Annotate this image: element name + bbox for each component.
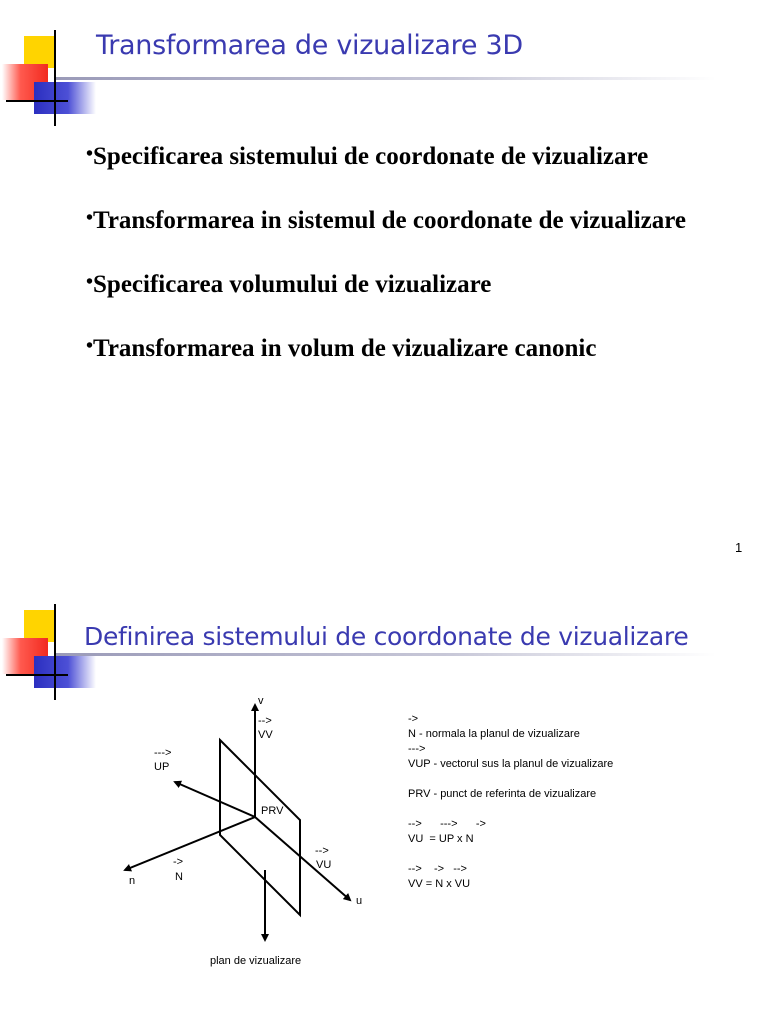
u-axis-label: u (356, 895, 363, 907)
bullet-marker: • (86, 207, 94, 229)
vu-label: VU (316, 859, 332, 871)
logo-blue-square (34, 82, 96, 114)
bullet-item (86, 268, 726, 301)
n-axis-arrow (125, 817, 255, 870)
bullet-text: Transformarea in sistemul de coordonate de vizualizare (93, 207, 686, 234)
n-vector-label: N (175, 871, 183, 883)
legend-line: --> -> --> (408, 863, 467, 875)
prv-label: PRV (261, 805, 284, 817)
legend-line: VU = UP x N (408, 833, 474, 845)
title-underline (56, 77, 716, 80)
legend-line: ---> (408, 743, 426, 755)
up-arrow-label: ---> (154, 747, 172, 759)
bullet-item (86, 140, 726, 173)
bullet-marker: • (86, 271, 94, 293)
v-axis-label: v (258, 695, 264, 707)
bullet-text: Specificarea volumului de vizualizare (93, 271, 492, 298)
title-underline (56, 653, 716, 656)
bullet-item (86, 332, 726, 365)
slide-2 (0, 575, 768, 1024)
page-number: 1 (735, 540, 743, 555)
bullet-text: Specificarea sistemului de coordonate de vizualizare (93, 143, 649, 170)
n-axis-label: n (129, 875, 136, 887)
view-plane (220, 740, 300, 915)
n-vector-arrow-label: -> (173, 856, 184, 868)
slide-title: Transformarea de vizualizare 3D (96, 30, 523, 61)
bullet-marker: • (86, 143, 94, 165)
slide-logo-decoration (0, 36, 96, 126)
bullet-list (86, 140, 726, 396)
legend-line: -> (408, 713, 419, 725)
vu-arrow-label: --> (315, 845, 329, 857)
bullet-item (86, 204, 726, 237)
legend-line: PRV - punct de referinta de vizualizare (408, 788, 597, 800)
viewing-coordinate-diagram (110, 690, 370, 970)
up-label: UP (154, 761, 170, 773)
logo-horizontal-line (6, 674, 68, 676)
bullet-marker: • (86, 335, 94, 357)
legend-line: VV = N x VU (408, 878, 471, 890)
u-axis-arrow (255, 817, 350, 900)
bullet-text: Transformarea in volum de vizualizare canonic (93, 335, 597, 362)
vv-arrow-label: --> (258, 715, 272, 727)
legend-line: N - normala la planul de vizualizare (408, 728, 580, 740)
legend-line: VUP - vectorul sus la planul de vizualizare (408, 758, 614, 770)
legend-line: --> ---> -> (408, 818, 486, 830)
logo-horizontal-line (6, 100, 68, 102)
slide-title: Definirea sistemului de coordonate de vizualizare (84, 622, 689, 651)
diagram-legend (408, 712, 728, 892)
logo-blue-square (34, 656, 96, 688)
plane-caption: plan de vizualizare (210, 955, 302, 967)
vv-label: VV (258, 729, 273, 741)
up-vector-arrow (175, 782, 255, 817)
logo-vertical-line (54, 604, 56, 700)
